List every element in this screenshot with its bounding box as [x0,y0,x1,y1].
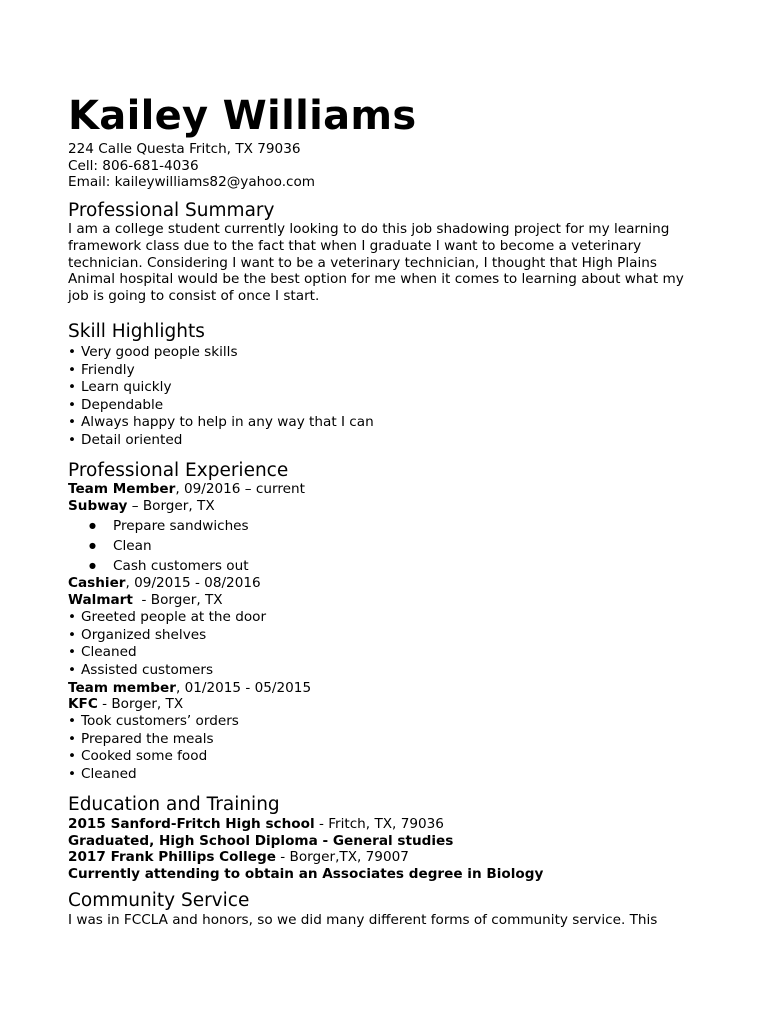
summary-text: I am a college student currently looking to do this job shadowing project for my learning framework class due to the fact that when I graduate I want to become a veterinary technician. Considering I want to be a veterinary technician, I thought that High Plains Animal hospital would be the best option for me when it comes to learning about what my job is going to consist of once I start. [68,221,684,305]
education-heading: Education and Training [68,794,280,815]
duty-item: • Organized shelves [68,627,266,645]
candidate-name: Kailey Williams [68,93,417,139]
duty-item: • Took customers’ orders [68,713,239,731]
employer-location: - Borger, TX [97,696,184,712]
duty-item: ● Prepare sandwiches [89,516,249,536]
contact-block [68,141,315,191]
employer-line [68,592,223,609]
duty-list [68,609,266,679]
employer-name: Walmart [68,592,133,608]
education-detail: Graduated, High School Diploma - General studies [68,833,454,849]
community-heading: Community Service [68,890,250,911]
skill-item: • Friendly [68,362,374,380]
school-name: 2015 Sanford-Fritch High school [68,816,315,832]
summary-heading: Professional Summary [68,200,275,221]
skills-list [68,344,374,449]
job-title: Team member [68,680,176,696]
experience-heading: Professional Experience [68,460,289,481]
skill-item: • Dependable [68,397,374,415]
employer-location: - Borger, TX [132,592,223,608]
duty-item: • Greeted people at the door [68,609,266,627]
education-detail: Currently attending to obtain an Associates degree in Biology [68,866,544,882]
skill-item: • Always happy to help in any way that I can [68,414,374,432]
job-dates: , 09/2016 – current [175,481,305,497]
education-line [68,816,444,833]
community-text: I was in FCCLA and honors, so we did many different forms of community service. This [68,912,658,928]
job-dates: , 09/2015 - 08/2016 [125,575,261,591]
job-title-line [68,680,311,697]
duty-item: • Prepared the meals [68,731,239,749]
employer-line [68,696,183,713]
skills-heading: Skill Highlights [68,321,205,342]
duty-item: ● Cash customers out [89,556,249,576]
employer-location: – Borger, TX [127,498,215,514]
duty-item: • Cleaned [68,644,266,662]
skill-item: • Learn quickly [68,379,374,397]
phone-line: Cell: 806-681-4036 [68,157,199,174]
duty-item: ● Clean [89,536,249,556]
job-title: Cashier [68,575,126,591]
duty-item: • Cleaned [68,766,239,784]
email-line: Email: kaileywilliams82@yahoo.com [68,174,316,191]
duty-list [89,516,249,576]
employer-name: Subway [68,498,128,514]
job-title-line [68,481,305,498]
school-location: - Fritch, TX, 79036 [314,816,444,832]
employer-name: KFC [68,696,98,712]
school-location: - Borger,TX, 79007 [275,849,409,865]
job-dates: , 01/2015 - 05/2015 [175,680,312,696]
duty-item: • Assisted customers [68,662,266,680]
job-title-line [68,575,261,592]
job-title: Team Member [68,481,176,497]
address-line: 224 Calle Questa Fritch, TX 79036 [68,141,301,157]
duty-item: • Cooked some food [68,748,239,766]
skill-item: • Very good people skills [68,344,374,362]
school-name: 2017 Frank Phillips College [68,849,276,865]
education-line [68,849,409,866]
skill-item: • Detail oriented [68,432,374,450]
duty-list [68,713,239,784]
employer-line [68,498,215,515]
